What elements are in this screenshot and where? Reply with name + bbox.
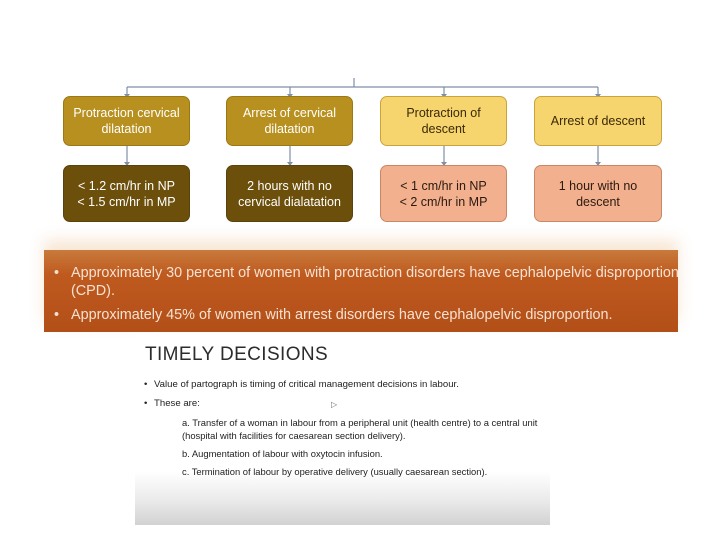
box-arrest-cervical-criteria: 2 hours with no cervical dialatation <box>226 165 353 222</box>
box-protraction-cervical-dilatation: Protraction cervical dilatation <box>63 96 190 146</box>
point-partograph-value: • Value of partograph is timing of critical management decisions in labour. <box>144 379 459 390</box>
box-protraction-cervical-criteria: < 1.2 cm/hr in NP < 1.5 cm/hr in MP <box>63 165 190 222</box>
cpd-statistics-band <box>44 250 678 332</box>
box-protraction-of-descent: Protraction of descent <box>380 96 507 146</box>
subpoint-transfer: a. Transfer of a woman in labour from a peripheral unit (health centre) to a central unit (hospital with facilities for caesarean section delivery). <box>182 417 538 441</box>
cpd-bullet-list <box>54 265 679 332</box>
bullet-dot-icon: • <box>144 398 148 409</box>
timely-decisions-slide <box>135 334 550 525</box>
bullet-dot-icon: • <box>54 265 60 281</box>
box-arrest-descent-criteria: 1 hour with no descent <box>534 165 662 222</box>
bullet-dot-icon: • <box>144 379 148 390</box>
box-arrest-of-descent: Arrest of descent <box>534 96 662 146</box>
box-arrest-cervical-dilatation: Arrest of cervical dilatation <box>226 96 353 146</box>
mouse-cursor-icon: ▷ <box>331 400 338 409</box>
box-protraction-descent-criteria: < 1 cm/hr in NP < 2 cm/hr in MP <box>380 165 507 222</box>
bullet-dot-icon: • <box>54 307 60 323</box>
cpd-bullet-arrest: • Approximately 45% of women with arrest disorders have cephalopelvic disproportion. <box>54 307 613 323</box>
point-these-are: • These are: <box>144 398 200 409</box>
subpoint-augmentation: b. Augmentation of labour with oxytocin infusion. <box>182 448 383 459</box>
subpoint-termination: c. Termination of labour by operative delivery (usually caesarean section). <box>182 466 488 477</box>
cpd-bullet-protraction: • Approximately 30 percent of women with protraction disorders have cephalopelvic disproportion (CPD). <box>54 265 679 299</box>
slide-title: TIMELY DECISIONS <box>145 344 329 365</box>
